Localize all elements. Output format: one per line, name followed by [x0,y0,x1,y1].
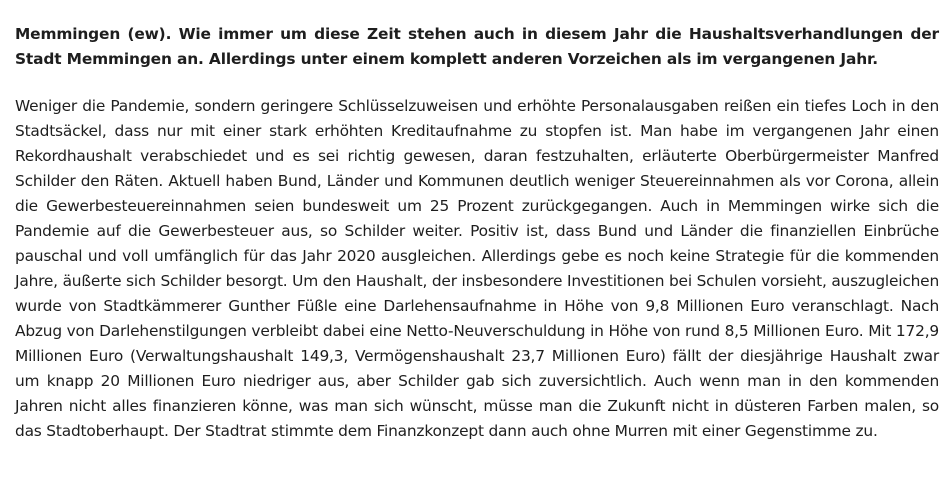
article-body: Weniger die Pandemie, sondern geringere Schlüsselzuweisen und erhöhte Personalausgaben reißen ein tiefes Loch in den Stadtsäckel, dass nur mit einer stark erhöhten Kreditaufnahme zu stopfen ist. Man habe im vergangenen Jahr einen Rekordhaushalt verabschiedet und es sei richtig gewesen, daran festzuhalten, erläuterte Oberbürgermeister Manfred Schilder den Räten. Aktuell haben Bund, Länder und Kommunen deutlich weniger Steuereinnahmen als vor Corona, allein die Gewerbesteuereinnahmen seien bundesweit um 25 Prozent zurückgegangen. Auch in Memmingen wirke sich die Pandemie auf die Gewerbesteuer aus, so Schilder weiter. Positiv ist, dass Bund und Länder die finanziellen Einbrüche pauschal und voll umfänglich für das Jahr 2020 ausgleichen. Allerdings gebe es noch keine Strategie für die kommenden Jahre, äußerte sich Schilder besorgt. Um den Haushalt, der insbesondere Investitionen bei Schulen vorsieht, auszugleichen wurde von Stadtkämmerer Gunther Füßle eine Darlehensaufnahme in Höhe von 9,8 Millionen Euro veranschlagt. Nach Abzug von Darlehenstilgungen verbleibt dabei eine Netto-Neuverschuldung in Höhe von rund 8,5 Millionen Euro. Mit 172,9 Millionen Euro (Verwaltungshaushalt 149,3, Vermögenshaushalt 23,7 Millionen Euro) fällt der diesjährige Haushalt zwar um knapp 20 Millionen Euro niedriger aus, aber Schilder gab sich zuversichtlich. Auch wenn man in den kommenden Jahren nicht alles finanzieren könne, was man sich wünscht, müsse man die Zukunft nicht in düsteren Farben malen, so das Stadtoberhaupt. Der Stadtrat stimmte dem Finanzkonzept dann auch ohne Murren mit einer Gegenstimme zu. [15,97,939,440]
article-lead: Memmingen (ew). Wie immer um diese Zeit stehen auch in diesem Jahr die Haushaltsverhandlungen der Stadt Memmingen an. Allerdings unter einem komplett anderen Vorzeichen als im vergangenen Jahr. [15,25,939,68]
